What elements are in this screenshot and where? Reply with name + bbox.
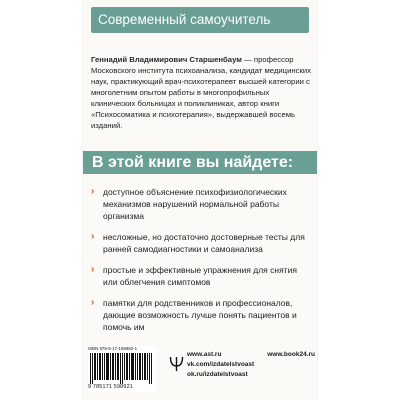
link-ast[interactable]: www.ast.ru — [187, 351, 222, 358]
feature-item — [91, 297, 311, 333]
feature-item — [91, 186, 311, 222]
section-heading: В этой книге вы найдете: — [92, 154, 294, 171]
author-name: Геннадий Владимирович Старшенбаум — [91, 55, 242, 64]
links-row — [187, 350, 315, 360]
feature-text: несложные, но достаточно достоверные тесты для ранней самодиагностики и самоанализа — [103, 232, 305, 254]
series-title: Современный самоучитель — [98, 12, 271, 27]
arrow-bullet-icon: › — [91, 264, 95, 275]
author-bio — [91, 54, 311, 131]
publisher-logo-icon — [169, 356, 184, 372]
book-back-cover — [83, 0, 317, 400]
feature-text: памятки для родственников и профессионалов, дающие возможность лучше понять пациентов и помочь им — [103, 298, 297, 332]
link-vk[interactable]: vk.com/izdatelstvoast — [187, 361, 255, 368]
isbn-block — [88, 346, 156, 392]
series-banner — [91, 7, 309, 33]
arrow-bullet-icon: › — [91, 231, 95, 242]
link-book24[interactable]: www.book24.ru — [267, 351, 315, 358]
author-description: — профессор Московского института психоанализа, кандидат медицинских наук, практикующий врач-психотерапевт высшей категории с многолетним опытом работы в многопрофильных клинических больницах и поликлиниках, автор книги «Психосоматика и психотерапия», выдержавшей восемь изданий. — [91, 55, 311, 130]
feature-item — [91, 264, 311, 288]
arrow-bullet-icon: › — [91, 186, 95, 197]
features-list — [91, 186, 311, 342]
section-banner — [83, 151, 317, 174]
link-ok[interactable]: ok.ru/izdatelstvoast — [187, 371, 248, 378]
barcode — [89, 353, 155, 384]
feature-text: доступное объяснение психофизиологических механизмов нарушений нормальной работы организма — [103, 187, 287, 221]
barcode-digits: 9 785171 598921 — [88, 384, 133, 390]
feature-item — [91, 231, 311, 255]
feature-text: простые и эффективные упражнения для снятия или облегчения симптомов — [103, 265, 297, 287]
publisher-links — [187, 350, 315, 380]
arrow-bullet-icon: › — [91, 297, 95, 308]
isbn-label: ISBN 978-5-17-159892-1 — [88, 346, 138, 351]
